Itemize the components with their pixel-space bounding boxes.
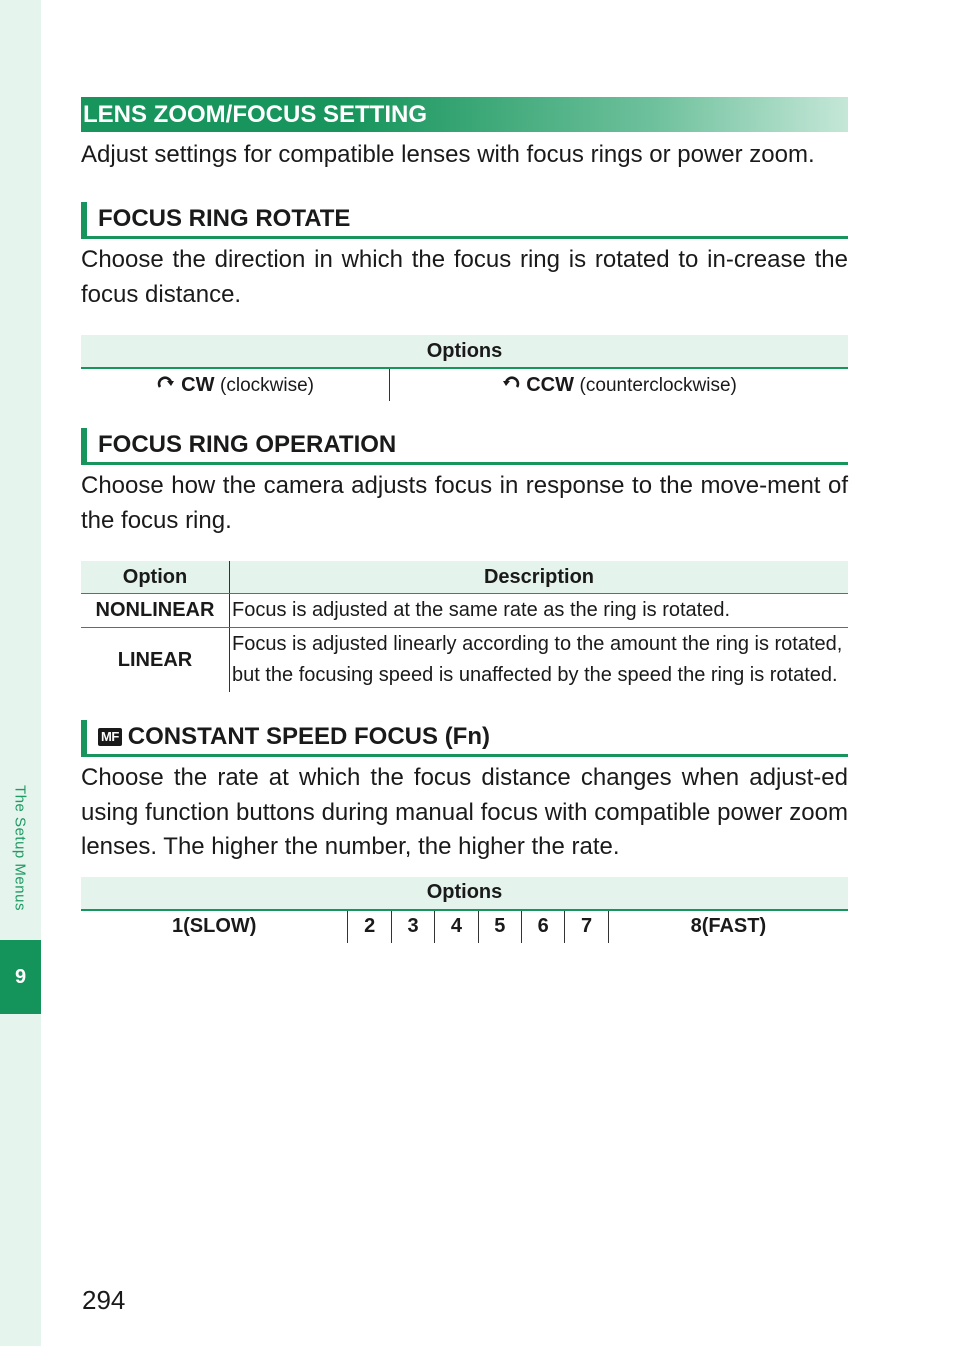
side-tab-label: The Setup Menus [11,785,29,911]
section-heading-focus-ring-operation [81,428,848,465]
speed-option: 6 [521,910,564,943]
speed-option: 7 [565,910,608,943]
speed-option: 8(FAST) [608,910,848,943]
option-cw [81,368,390,401]
page-number: 294 [82,1285,126,1315]
speed-option: 2 [348,910,391,943]
main-heading: LENS ZOOM/FOCUS SETTING [81,97,848,132]
section-title: FOCUS RING OPERATION [98,431,397,458]
table-row [81,628,848,693]
option-name: LINEAR [81,628,230,693]
option-name: NONLINEAR [81,594,230,628]
focus-ring-operation-text: Choose how the camera adjusts focus in response to the move-ment of the focus ring. [81,472,848,534]
speed-option: 5 [478,910,521,943]
focus-ring-rotate-options-table [81,335,848,401]
focus-ring-rotate-text: Choose the direction in which the focus ring is rotated to in-crease the focus distance. [81,246,848,308]
speed-option: 4 [435,910,478,943]
section-heading-focus-ring-rotate [81,202,848,239]
options-header: Options [81,335,848,368]
section-title [98,720,490,754]
speed-option: 3 [391,910,434,943]
section-title: FOCUS RING ROTATE [98,205,351,232]
option-label: CCW [526,373,574,396]
mf-icon: MF [98,728,122,746]
constant-speed-options-table [81,877,848,943]
heading-bar [81,720,87,754]
option-ccw [390,368,848,401]
column-header-option: Option [81,561,230,594]
side-strip [0,0,41,1346]
page-content [81,97,848,943]
heading-bar [81,428,87,462]
constant-speed-focus-text: Choose the rate at which the focus distance changes when adjust-ed using function buttons during manual focus with compatible power zoom lenses. The higher the number, the higher the rate. [81,764,848,860]
heading-bar [81,202,87,236]
counterclockwise-arrow-icon [501,375,521,393]
option-description [230,628,849,693]
description-line: Focus is adjusted linearly according to the amount the ring is rotated, [232,633,843,655]
section-title-text: CONSTANT SPEED FOCUS (Fn) [127,723,490,750]
intro-text: Adjust settings for compatible lenses with focus rings or power zoom. [81,141,815,168]
option-note: (clockwise) [220,374,314,396]
speed-option: 1(SLOW) [172,915,257,937]
option-label: CW [181,373,215,396]
description-line: but the focusing speed is unaffected by the speed the ring is rotated. [232,664,838,686]
clockwise-arrow-icon [156,375,176,393]
section-heading-constant-speed-focus [81,720,848,757]
column-header-description: Description [230,561,849,594]
options-header: Options [81,877,848,910]
option-note: (counterclockwise) [579,374,737,396]
option-description: Focus is adjusted at the same rate as the ring is rotated. [230,594,849,628]
table-row [81,594,848,628]
chapter-tab[interactable]: 9 [0,940,41,1014]
focus-ring-operation-table [81,561,848,692]
